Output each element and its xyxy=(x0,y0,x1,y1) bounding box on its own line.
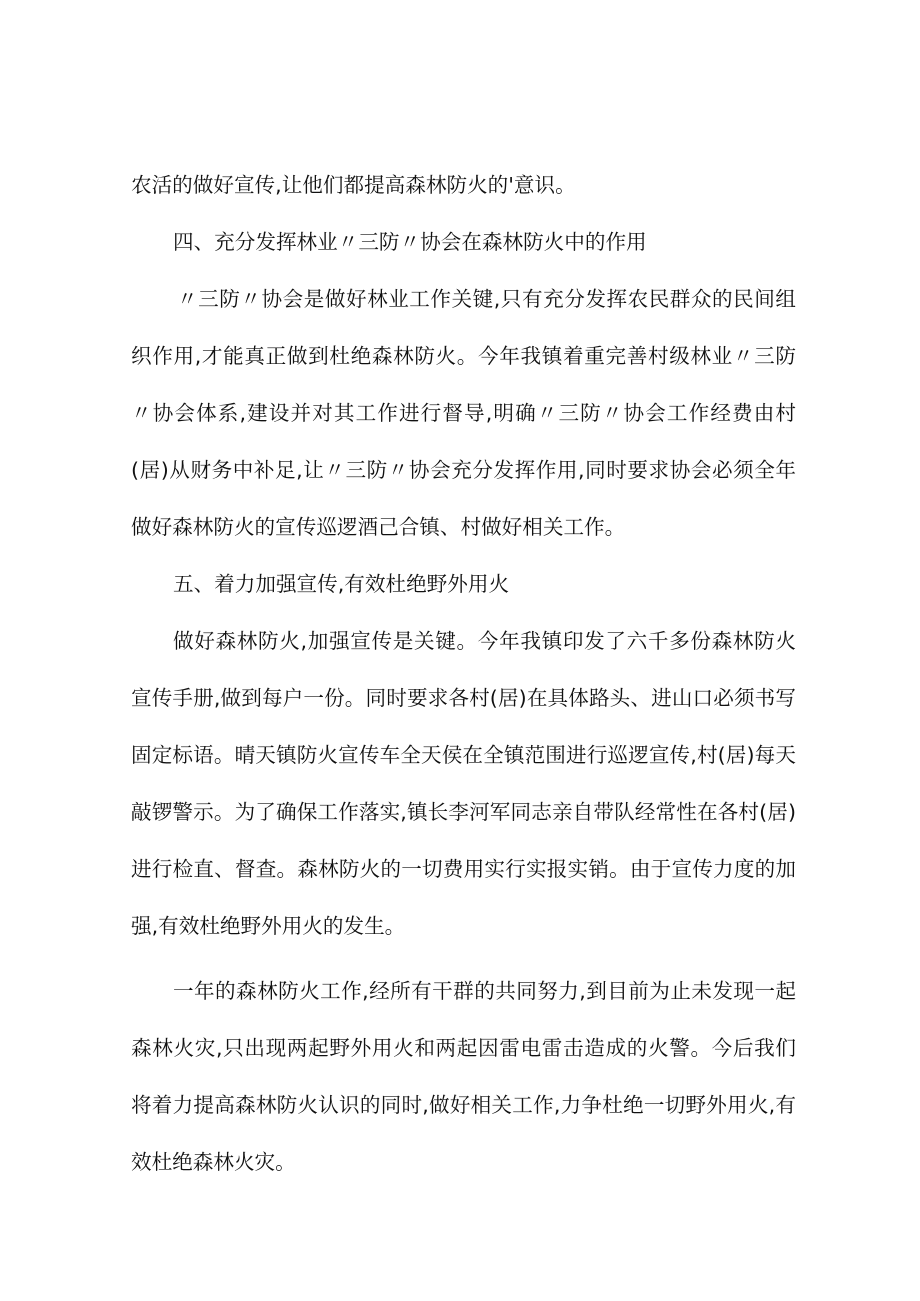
section-heading-five: 五、着力加强宣传,有效杜绝野外用火 xyxy=(173,572,510,596)
section-heading-four: 四、充分发挥林业〃三防〃协会在森林防火中的作用 xyxy=(173,230,647,254)
paragraph-three-defense-association: 〃三防〃协会是做好林业工作关键,只有充分发挥农民群众的民间组织作用,才能真正做到杜绝森林防火。今年我镇着重完善村级林业〃三防〃协会体系,建设并对其工作进行督导,明确〃三防〃协会工作经费由村(居)从财务中补足,让〃三防〃协会充分发挥作用,同时要求协会必须全年做好森林防火的宣传巡逻酒己合镇、村做好相关工作。 xyxy=(131,287,796,539)
paragraph-spacer xyxy=(131,955,796,963)
paragraph-continuation: 农活的做好宣传,让他们都提高森林防火的'意识。 xyxy=(131,173,576,197)
paragraph-publicity: 做好森林防火,加强宣传是关键。今年我镇印发了六千多份森林防火宣传手册,做到每户一份。同时要求各村(居)在具体路头、进山口必须书写固定标语。晴天镇防火宣传车全天侯在全镇范围进行巡逻宣传,村(居)每天敲锣警示。为了确保工作落实,镇长李河军同志亲自带队经常性在各村(居)进行检直、督查。森林防火的一切费用实行实报实销。由于宣传力度的加强,有效杜绝野外用火的发生。 xyxy=(131,629,796,938)
paragraph-summary: 一年的森林防火工作,经所有干群的共同努力,到目前为止未发现一起森林火灾,只出现两起野外用火和两起因雷电雷击造成的火警。今后我们将着力提高森林防火认识的同时,做好相关工作,力争杜绝一切野外用火,有效杜绝森林火灾。 xyxy=(131,979,796,1174)
document-body xyxy=(131,157,796,1191)
